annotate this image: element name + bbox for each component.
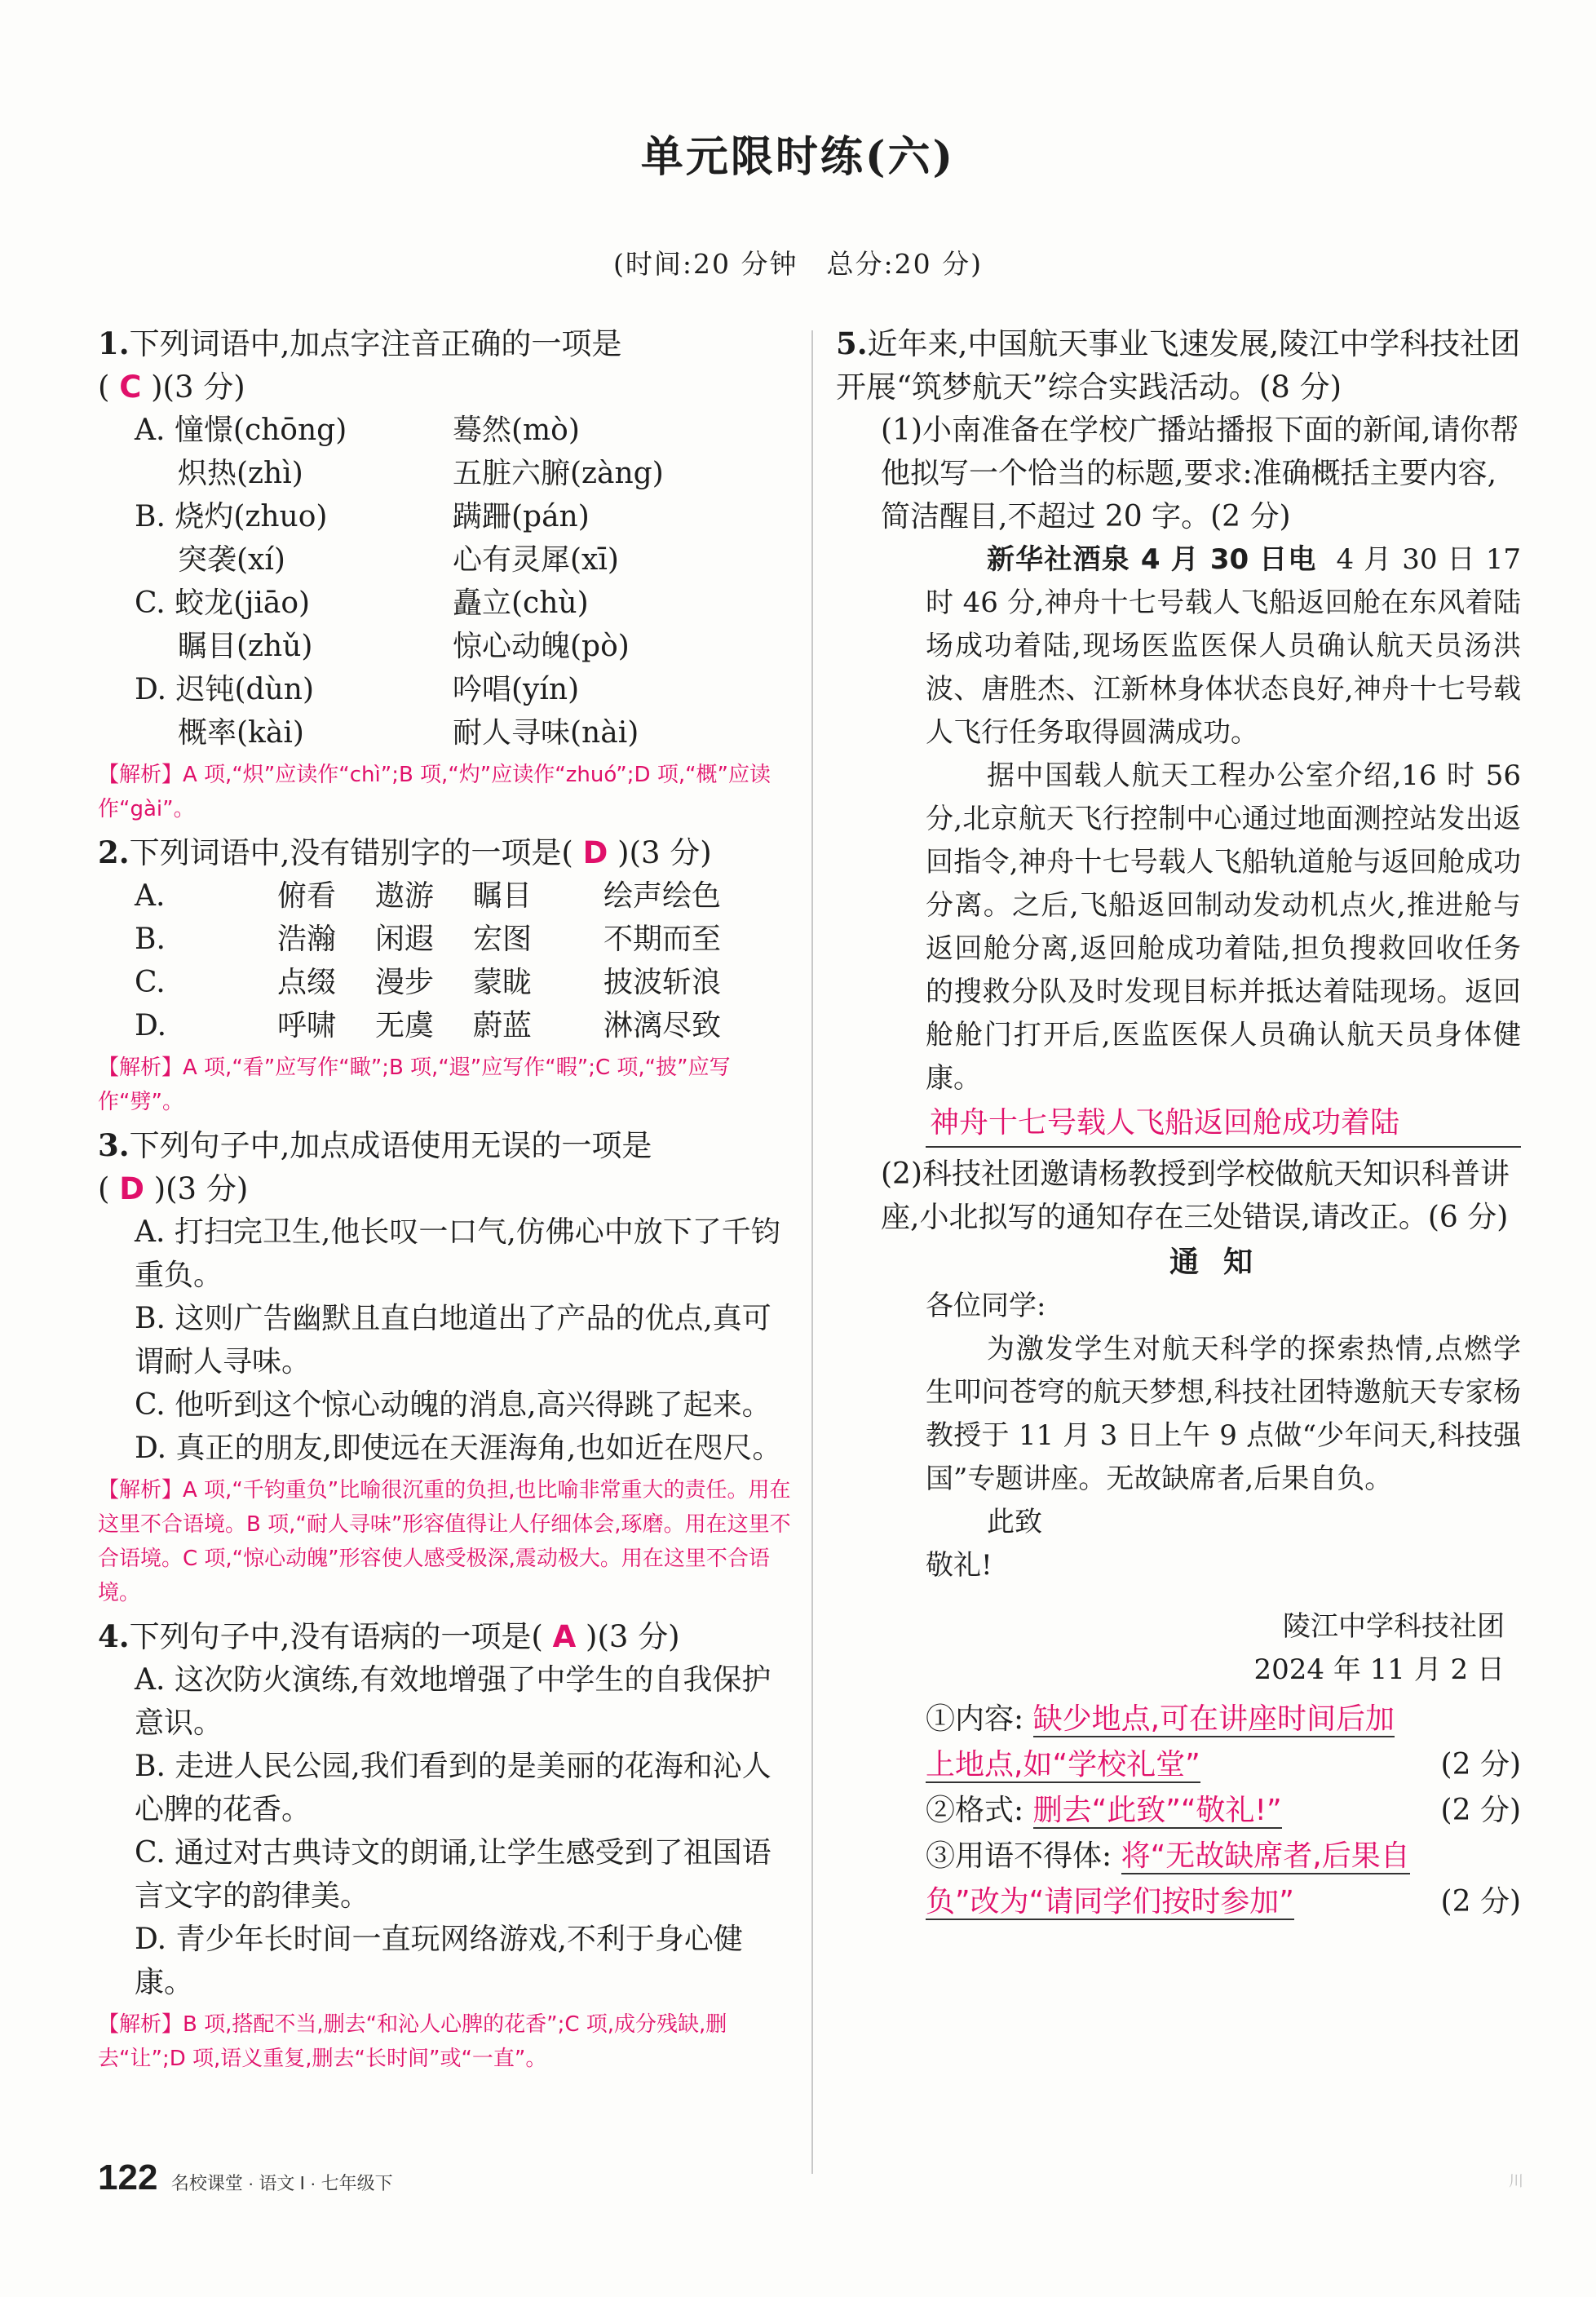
book-title: 名校课堂 · 语文 Ⅰ · 七年级下 (170, 2173, 393, 2193)
question-number: 2. (98, 834, 130, 870)
notice-date: 2024 年 11 月 2 日 (1253, 1653, 1505, 1686)
fix-label: ③用语不得体: (926, 1839, 1112, 1873)
option-grid (98, 409, 791, 755)
option-b: B. 这则广告幽默且直白地道出了产品的优点,真可谓耐人寻味。 (135, 1302, 771, 1379)
notice-jingli: 敬礼! (926, 1549, 993, 1582)
option-b-1: B. 烧灼(zhuo) (135, 500, 328, 533)
option-a: A. 这次防火演练,有效地增强了中学生的自我保护意识。 (135, 1663, 771, 1740)
corner-mark: 川 (1509, 2173, 1523, 2189)
question-4 (98, 1615, 791, 2076)
answer-mark: A (552, 1619, 577, 1654)
answer-mark: D (582, 835, 608, 870)
explanation: 【解析】B 项,搭配不当,删去“和沁人心脾的花香”;C 项,成分残缺,删去“让”;D 项,语义重复,删去“长时间”或“一直”。 (98, 2012, 727, 2071)
option-row-b: B. 浩瀚 闲遐 宏图 不期而至 (135, 923, 722, 956)
answer-mark: C (119, 370, 142, 405)
points: (2 分) (1440, 1885, 1521, 1919)
question-3 (98, 1124, 791, 1610)
option-a-2: 蓦然(mò) (453, 414, 580, 447)
fix-3 (836, 1834, 1521, 1925)
option-b-3: 突袭(xí) (178, 543, 285, 577)
fix-answer: 将“无故缺席者,后果自 (1121, 1839, 1410, 1873)
time-score-info: (时间:20 分钟 总分:20 分) (613, 248, 983, 280)
page-number: 122 (98, 2158, 158, 2197)
fix-answer-cont: 上地点,如“学校礼堂” (926, 1748, 1200, 1781)
notice-cizhi: 此致 (987, 1506, 1042, 1538)
page-footer (98, 2158, 393, 2198)
question-number: 3. (98, 1127, 130, 1163)
option-b: B. 走进人民公园,我们看到的是美丽的花海和沁人心脾的花香。 (135, 1750, 771, 1826)
explanation: 【解析】A 项,“炽”应读作“chì”;B 项,“灼”应读作“zhuó”;D 项,“概”应读作“gài”。 (98, 763, 771, 821)
question-stem: 下列词语中,加点字注音正确的一项是 (129, 326, 622, 361)
fix-answer: 删去“此致”“敬礼!” (1032, 1794, 1282, 1827)
points: )(3 分) (153, 1171, 249, 1206)
notice-greeting: 各位同学: (926, 1290, 1046, 1322)
paren: ( (98, 370, 110, 405)
points: )(3 分) (586, 1619, 680, 1654)
question-stem: 下列句子中,加点成语使用无误的一项是 (129, 1128, 652, 1163)
right-column (836, 322, 1521, 1925)
news-text: 4 月 30 日 17 时 46 分,神舟十七号载人飞船返回舱在东风着陆场成功着陆,现场医监医保人员确认航天员汤洪波、唐胜杰、江新林身体状态良好,神舟十七号载人飞行任务取得圆满成功。 (926, 543, 1521, 749)
points: )(3 分) (617, 835, 712, 870)
option-a-1: A. 憧憬(chōng) (135, 414, 347, 447)
option-c-4: 惊心动魄(pò) (453, 630, 630, 663)
option-d: D. 青少年长时间一直玩网络游戏,不利于身心健康。 (135, 1923, 743, 1999)
question-2 (98, 831, 791, 1119)
news-paragraph-2: 据中国载人航天工程办公室介绍,16 时 56 分,北京航天飞行控制中心通过地面测控站发出返回指令,神舟十七号载人飞船轨道舱与返回舱成功分离。之后,飞船返回制动发动机点火,推进舱与返回舱分离,返回舱成功着陆,担负搜救回收任务的搜救分队及时发现目标并抵达着陆现场。返回舱舱门打开后,医监医保人员确认航天员身体健康。 (926, 759, 1521, 1095)
fix-1 (836, 1697, 1521, 1788)
notice-body: 为激发学生对航天科学的探索热情,点燃学生叩问苍穹的航天梦想,科技社团特邀航天专家杨教授于 11 月 3 日上午 9 点做“少年问天,科技强国”专题讲座。无故缺席者,后果自负。 (926, 1333, 1521, 1495)
option-row-c: C. 点缀 漫步 蒙眬 披波斩浪 (135, 966, 722, 999)
news-lead: 新华社酒泉 4 月 30 日电 (987, 543, 1317, 576)
option-d-2: 吟唱(yín) (453, 673, 580, 706)
option-a-3: 炽热(zhì) (178, 457, 303, 490)
option-c-3: 瞩目(zhǔ) (178, 630, 313, 663)
option-c-1: C. 蛟龙(jiāo) (135, 586, 311, 620)
question-stem: 下列词语中,没有错别字的一项是( (129, 835, 573, 870)
fix-answer: 缺少地点,可在讲座时间后加 (1032, 1702, 1395, 1736)
option-d-4: 耐人寻味(nài) (453, 716, 639, 750)
option-c: C. 通过对古典诗文的朗诵,让学生感受到了祖国语言文字的韵律美。 (135, 1836, 771, 1913)
option-a: A. 打扫完卫生,他长叹一口气,仿佛心中放下了千钧重负。 (135, 1215, 780, 1292)
points: (2 分) (1440, 1794, 1521, 1827)
question-1 (98, 322, 791, 826)
sub-question-2: (2)科技社团邀请杨教授到学校做航天知识科普讲座,小北拟写的通知存在三处错误,请改正。(6 分) (881, 1157, 1510, 1234)
points: )(3 分) (151, 370, 245, 405)
answer-title: 神舟十七号载人飞船返回舱成功着陆 (926, 1100, 1521, 1148)
question-number: 1. (98, 325, 130, 361)
fix-2 (836, 1788, 1521, 1834)
question-number: 4. (98, 1618, 130, 1654)
left-column (98, 322, 791, 2081)
notice-title: 通知 (1169, 1245, 1277, 1279)
option-d-1: D. 迟钝(dùn) (135, 673, 314, 706)
option-c-2: 矗立(chù) (453, 586, 589, 620)
fix-label: ②格式: (926, 1794, 1024, 1827)
option-b-4: 心有灵犀(xī) (453, 543, 619, 577)
notice-signature: 陵江中学科技社团 (1283, 1610, 1505, 1643)
sub-question-1: (1)小南准备在学校广播站播报下面的新闻,请你帮他拟写一个恰当的标题,要求:准确概括主要内容,简洁醒目,不超过 20 字。(2 分) (881, 414, 1519, 533)
question-stem: 下列句子中,没有语病的一项是( (129, 1619, 543, 1654)
fix-answer-cont: 负”改为“请同学们按时参加” (926, 1885, 1294, 1919)
points: (2 分) (1440, 1748, 1521, 1781)
answer-mark: D (119, 1171, 144, 1206)
option-b-2: 蹒跚(pán) (453, 500, 590, 533)
paren: ( (98, 1171, 110, 1206)
option-row-d: D. 呼啸 无虞 蔚蓝 淋漓尽致 (135, 1009, 722, 1042)
question-stem: 近年来,中国航天事业飞速发展,陵江中学科技社团开展“筑梦航天”综合实践活动。(8 分) (836, 326, 1521, 405)
column-divider (811, 330, 813, 2174)
news-paragraph-1 (836, 538, 1521, 755)
option-a-4: 五脏六腑(zàng) (453, 457, 664, 490)
option-d: D. 真正的朋友,即使远在天涯海角,也如近在咫尺。 (135, 1432, 782, 1465)
option-d-3: 概率(kài) (178, 716, 304, 750)
explanation: 【解析】A 项,“看”应写作“瞰”;B 项,“遐”应写作“暇”;C 项,“披”应写作“劈”。 (98, 1056, 731, 1114)
option-row-a: A. 俯看 遨游 瞩目 绘声绘色 (135, 879, 722, 913)
question-5 (836, 322, 1521, 1925)
fix-label: ①内容: (926, 1702, 1024, 1736)
explanation: 【解析】A 项,“千钧重负”比喻很沉重的负担,也比喻非常重大的责任。用在这里不合语境。B 项,“耐人寻味”形容值得让人仔细体会,琢磨。用在这里不合语境。C 项,“惊心动魄”形容使人感受极深,震动极大。用在这里不合语境。 (98, 1478, 791, 1605)
question-number: 5. (836, 325, 868, 361)
page-title: 单元限时练(六) (640, 132, 956, 182)
option-c: C. 他听到这个惊心动魄的消息,高兴得跳了起来。 (135, 1388, 771, 1422)
